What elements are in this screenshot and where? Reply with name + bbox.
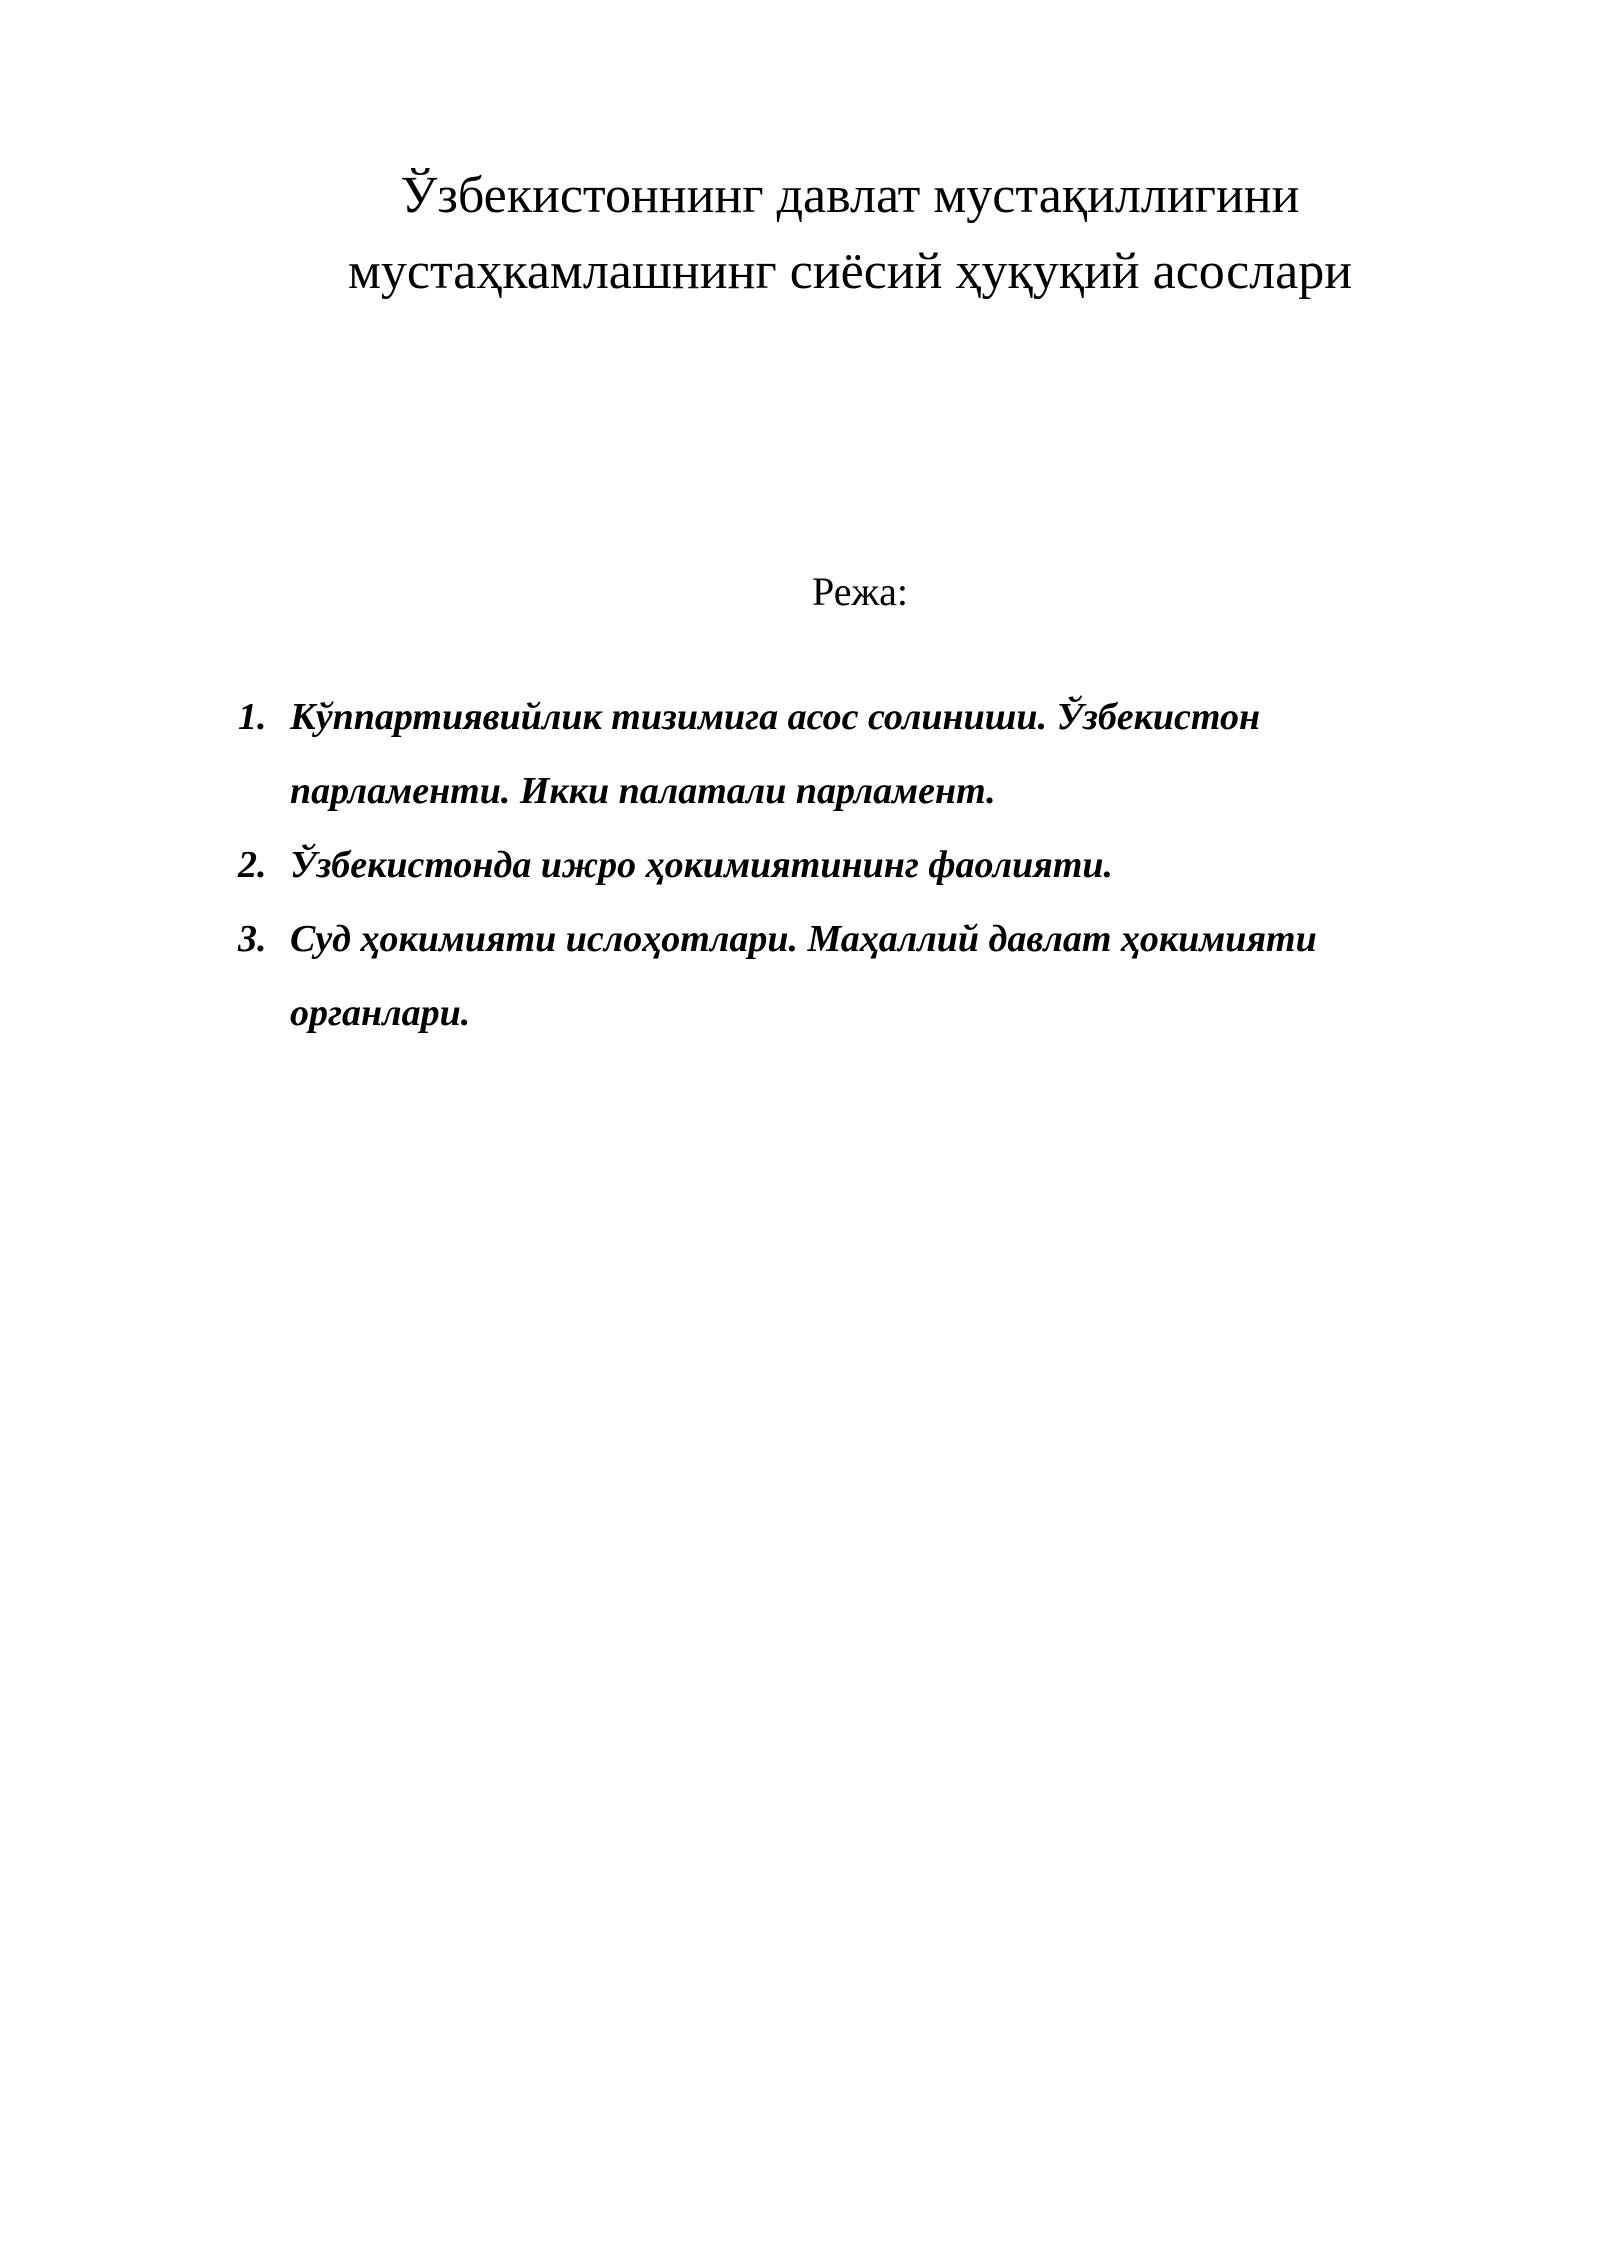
plan-item-text: органлари. [290,992,471,1034]
title-line: Ўзбекистоннинг давлат мустақиллигини [400,167,1300,224]
plan-item [230,680,1500,828]
plan-item-number: 3. [238,918,267,960]
plan-item-text: Кўппартиявийлик тизимига асос солиниши. Ўзбекистон [290,696,1261,738]
title-line: мустаҳкамлашнинг сиёсий ҳуқуқий асослари [347,243,1353,300]
plan-item-text: Суд ҳокимияти ислоҳотлари. Маҳаллий давлат ҳокимияти [290,918,1317,960]
document-title [240,158,1460,310]
plan-item-text: парламенти. Икки палатали парламент. [290,770,996,812]
plan-heading: Режа: [812,569,908,614]
plan-item [230,828,1500,902]
plan-list [230,680,1500,1050]
plan-item-number: 2. [238,844,267,886]
plan-item-text: Ўзбекистонда ижро ҳокимиятининг фаолияти. [290,844,1114,886]
plan-item-number: 1. [238,696,267,738]
plan-item [230,902,1500,1050]
